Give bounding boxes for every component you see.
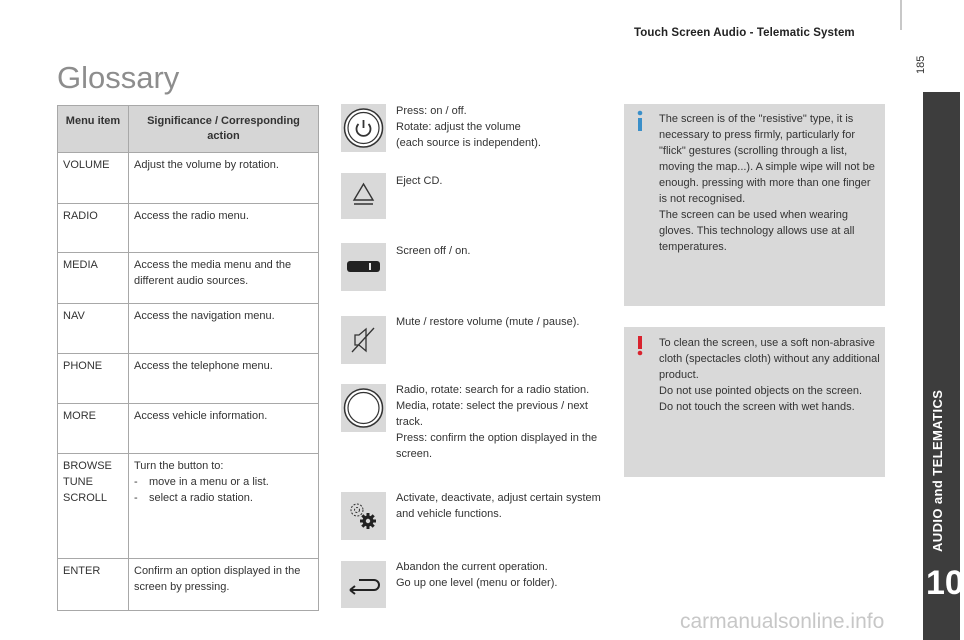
action-cell: Confirm an option displayed in the screen by pressing. xyxy=(129,559,319,611)
menu-item-cell: RADIO xyxy=(58,204,129,253)
menu-item-cell: NAV xyxy=(58,304,129,354)
menu-item-cell: MORE xyxy=(58,404,129,454)
table-row xyxy=(58,253,319,304)
column-header-menu-item: Menu item xyxy=(58,106,129,153)
control-description: Activate, deactivate, adjust certain system and vehicle functions. xyxy=(396,492,601,520)
warning-icon xyxy=(633,334,647,356)
control-description: Abandon the current operation. Go up one level (menu or folder). xyxy=(396,561,558,589)
column-header-significance: Significance / Corresponding action xyxy=(129,106,319,153)
list-item: - move in a menu or a list. xyxy=(134,474,313,490)
chapter-side-tab xyxy=(923,92,964,640)
control-description: Press: on / off. Rotate: adjust the volume (each source is independent). xyxy=(396,105,541,149)
menu-item-cell: MEDIA xyxy=(58,253,129,304)
action-cell: Adjust the volume by rotation. xyxy=(129,153,319,204)
control-description: Screen off / on. xyxy=(396,245,471,257)
header-rule xyxy=(900,0,902,30)
table-row xyxy=(58,153,319,204)
info-panel-text: The screen is of the "resistive" type, it is necessary to press firmly, particularly for "flick" gestures (scrolling through a list, moving the map...). A simple wipe will not be enough. pressing with more than one finger is not recognised. The screen can be used when wearing gloves. This technology allows use at all temperatures. xyxy=(659,113,875,253)
rotary-knob-icon xyxy=(341,384,386,432)
chapter-number: 10 xyxy=(926,564,964,602)
action-cell: Access the navigation menu. xyxy=(129,304,319,354)
warning-panel-text: To clean the screen, use a soft non-abrasive cloth (spectacles cloth) without any additional product. Do not use pointed objects on the screen. Do not touch the screen with wet hands. xyxy=(659,337,880,413)
control-description: Radio, rotate: search for a radio station. Media, rotate: select the previous / next track. Press: confirm the option displayed in the screen. xyxy=(396,384,598,460)
table-row xyxy=(58,559,319,611)
menu-item-cell: PHONE xyxy=(58,354,129,404)
page-number: 185 xyxy=(915,55,927,74)
table-row xyxy=(58,204,319,253)
table-row xyxy=(58,354,319,404)
control-description: Eject CD. xyxy=(396,175,443,187)
menu-item-cell: BROWSE TUNE SCROLL xyxy=(58,454,129,559)
power-knob-icon xyxy=(341,104,386,152)
chapter-label: AUDIO and TELEMATICS xyxy=(930,389,945,552)
glossary-table xyxy=(57,105,319,611)
table-row xyxy=(58,454,319,559)
action-cell: Access vehicle information. xyxy=(129,404,319,454)
menu-item-cell: VOLUME xyxy=(58,153,129,204)
table-row xyxy=(58,404,319,454)
settings-gears-icon xyxy=(341,492,386,540)
action-cell: Access the telephone menu. xyxy=(129,354,319,404)
eject-icon xyxy=(341,173,386,219)
page-title: Glossary xyxy=(57,60,180,95)
table-row xyxy=(58,304,319,354)
screen-toggle-icon xyxy=(341,243,386,291)
action-cell: Access the media menu and the different audio sources. xyxy=(129,253,319,304)
action-cell: Access the radio menu. xyxy=(129,204,319,253)
watermark: carmanualsonline.info xyxy=(680,610,885,633)
action-cell xyxy=(129,454,319,559)
control-description: Mute / restore volume (mute / pause). xyxy=(396,316,580,328)
info-icon xyxy=(633,110,647,132)
action-text: Turn the button to: xyxy=(134,460,224,472)
list-item: - select a radio station. xyxy=(134,490,313,506)
table-header-row xyxy=(58,106,319,153)
running-header-title: Touch Screen Audio - Telematic System xyxy=(634,27,855,39)
mute-icon xyxy=(341,316,386,364)
action-bullet-list xyxy=(134,474,313,506)
menu-item-cell: ENTER xyxy=(58,559,129,611)
back-icon xyxy=(341,561,386,608)
